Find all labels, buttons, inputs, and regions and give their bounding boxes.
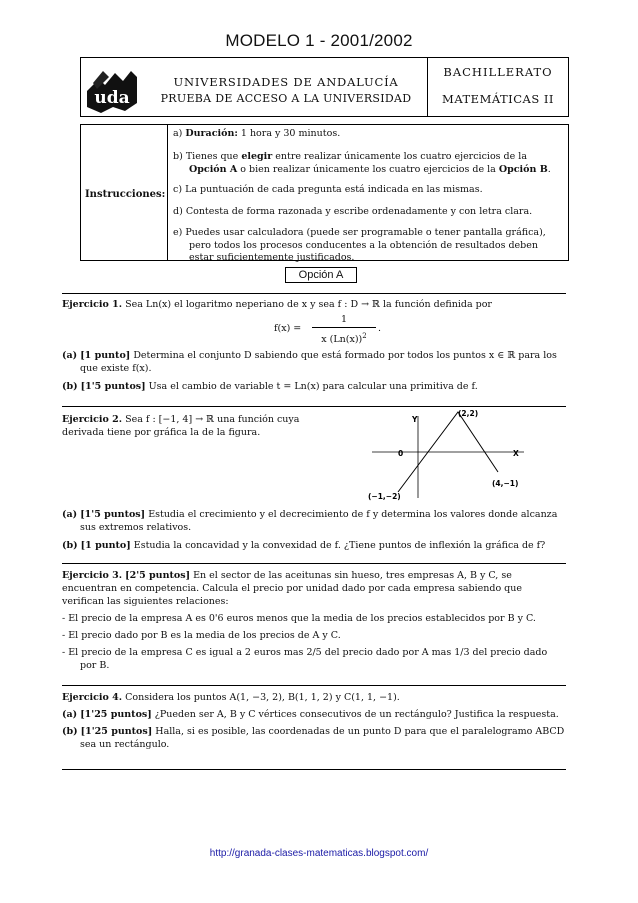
exercise-2-part-b: (b) [1 punto] Estudia la concavidad y la convexidad de f. ¿Tiene puntos de inflexión la gráfica de f? — [62, 540, 546, 551]
exercise-1-intro: Ejercicio 1. Sea Ln(x) el logaritmo neperiano de x y sea f : D → ℝ la función definida por — [62, 299, 492, 310]
point-label: (−1,−2) — [368, 492, 401, 501]
page-title: MODELO 1 - 2001/2002 — [225, 31, 413, 50]
instruction-b: b) Tienes que elegir entre realizar únicamente los cuatro ejercicios de la Opción A o bien realizar únicamente los cuatro ejercicios de la Opción B. — [173, 151, 551, 175]
exercise-3-item: - El precio dado por B es la media de los precios de A y C. — [62, 630, 341, 641]
exercise-2-part-a: (a) [1'5 puntos] Estudia el crecimiento y el decrecimiento de f y determina los valores donde alcanza sus extremos relativos. — [62, 509, 558, 533]
y-axis-label: Y — [412, 415, 418, 424]
x-axis-label: X — [513, 449, 519, 458]
point-label: (4,−1) — [492, 479, 519, 488]
exercise-4-intro: Ejercicio 4. Considera los puntos A(1, −3, 2), B(1, 1, 2) y C(1, 1, −1). — [62, 692, 400, 703]
instruction-d: d) Contesta de forma razonada y escribe ordenadamente y con letra clara. — [173, 206, 533, 217]
logo-text: uda — [94, 88, 130, 108]
exercise-3 — [62, 569, 566, 672]
exercise-1-part-a: (a) [1 punto] Determina el conjunto D sabiendo que está formado por todos los puntos x ∈ ℝ para los que existe f(x). — [62, 350, 557, 374]
subject-label: MATEMÁTICAS II — [442, 92, 554, 106]
divider-rule — [62, 769, 566, 770]
exercise-3-intro: Ejercicio 3. [2'5 puntos] En el sector de las aceitunas sin hueso, tres empresas A, B y C, se encuentran en competencia. Calcula el precio por unidad dado por cada empresa sabiendo que verifican las siguientes relaciones: — [62, 570, 523, 607]
level-label: BACHILLERATO — [443, 65, 553, 79]
exercise-1-formula: f(x) = 1 x $(Ln(x))^2$ . — [274, 314, 382, 346]
university-name: UNIVERSIDADES DE ANDALUCÍA — [173, 75, 399, 89]
header-box — [80, 57, 569, 117]
exercise-2-parts — [62, 508, 566, 552]
instructions-box — [80, 124, 569, 261]
exercise-4-part-b: (b) [1'25 puntos] Halla, si es posible, las coordenadas de un punto D para que el paralelogramo ABCD sea un rectángulo. — [62, 726, 565, 750]
exercise-1-part-b: (b) [1'5 puntos] Usa el cambio de variable t = Ln(x) para calcular una primitiva de f. — [62, 381, 478, 392]
divider-rule — [62, 685, 566, 686]
divider-rule — [62, 293, 566, 294]
point-label: (2,2) — [458, 409, 479, 418]
instructions-divider — [167, 125, 168, 260]
option-label: Opción A — [285, 267, 357, 283]
exercise-3-item: - El precio de la empresa C es igual a 2 euros mas 2/5 del precio dado por A mas 1/3 del precio dado por B. — [62, 647, 548, 671]
instruction-c: c) La puntuación de cada pregunta está indicada en las mismas. — [173, 184, 483, 195]
footer-link[interactable]: http://granada-clases-matematicas.blogspot.com/ — [209, 848, 429, 859]
test-name: PRUEBA DE ACCESO A LA UNIVERSIDAD — [160, 92, 412, 105]
university-logo — [85, 63, 139, 115]
instruction-a: a) Duración: 1 hora y 30 minutos. — [173, 128, 341, 139]
instruction-e: e) Puedes usar calculadora (puede ser programable o tener pantalla gráfica), pero todos los procesos conducentes a la obtención de resultados deben estar suficientemente justificados. — [173, 227, 546, 263]
derivative-graph — [362, 406, 532, 506]
exercise-4-part-a: (a) [1'25 puntos] ¿Pueden ser A, B y C vértices consecutivos de un rectángulo? Justifica la respuesta. — [62, 709, 559, 720]
divider-rule — [62, 563, 566, 564]
exercise-3-item: - El precio de la empresa A es 0'6 euros menos que la media de los precios establecidos por B y C. — [62, 613, 536, 624]
exercise-4 — [62, 691, 566, 751]
exercise-2-intro: Ejercicio 2. Sea f : [−1, 4] → ℝ una función cuya derivada tiene por gráfica la de la figura. — [62, 414, 300, 438]
instructions-label: Instrucciones: — [85, 189, 166, 200]
origin-label: 0 — [398, 449, 404, 458]
exercise-1 — [62, 298, 566, 393]
